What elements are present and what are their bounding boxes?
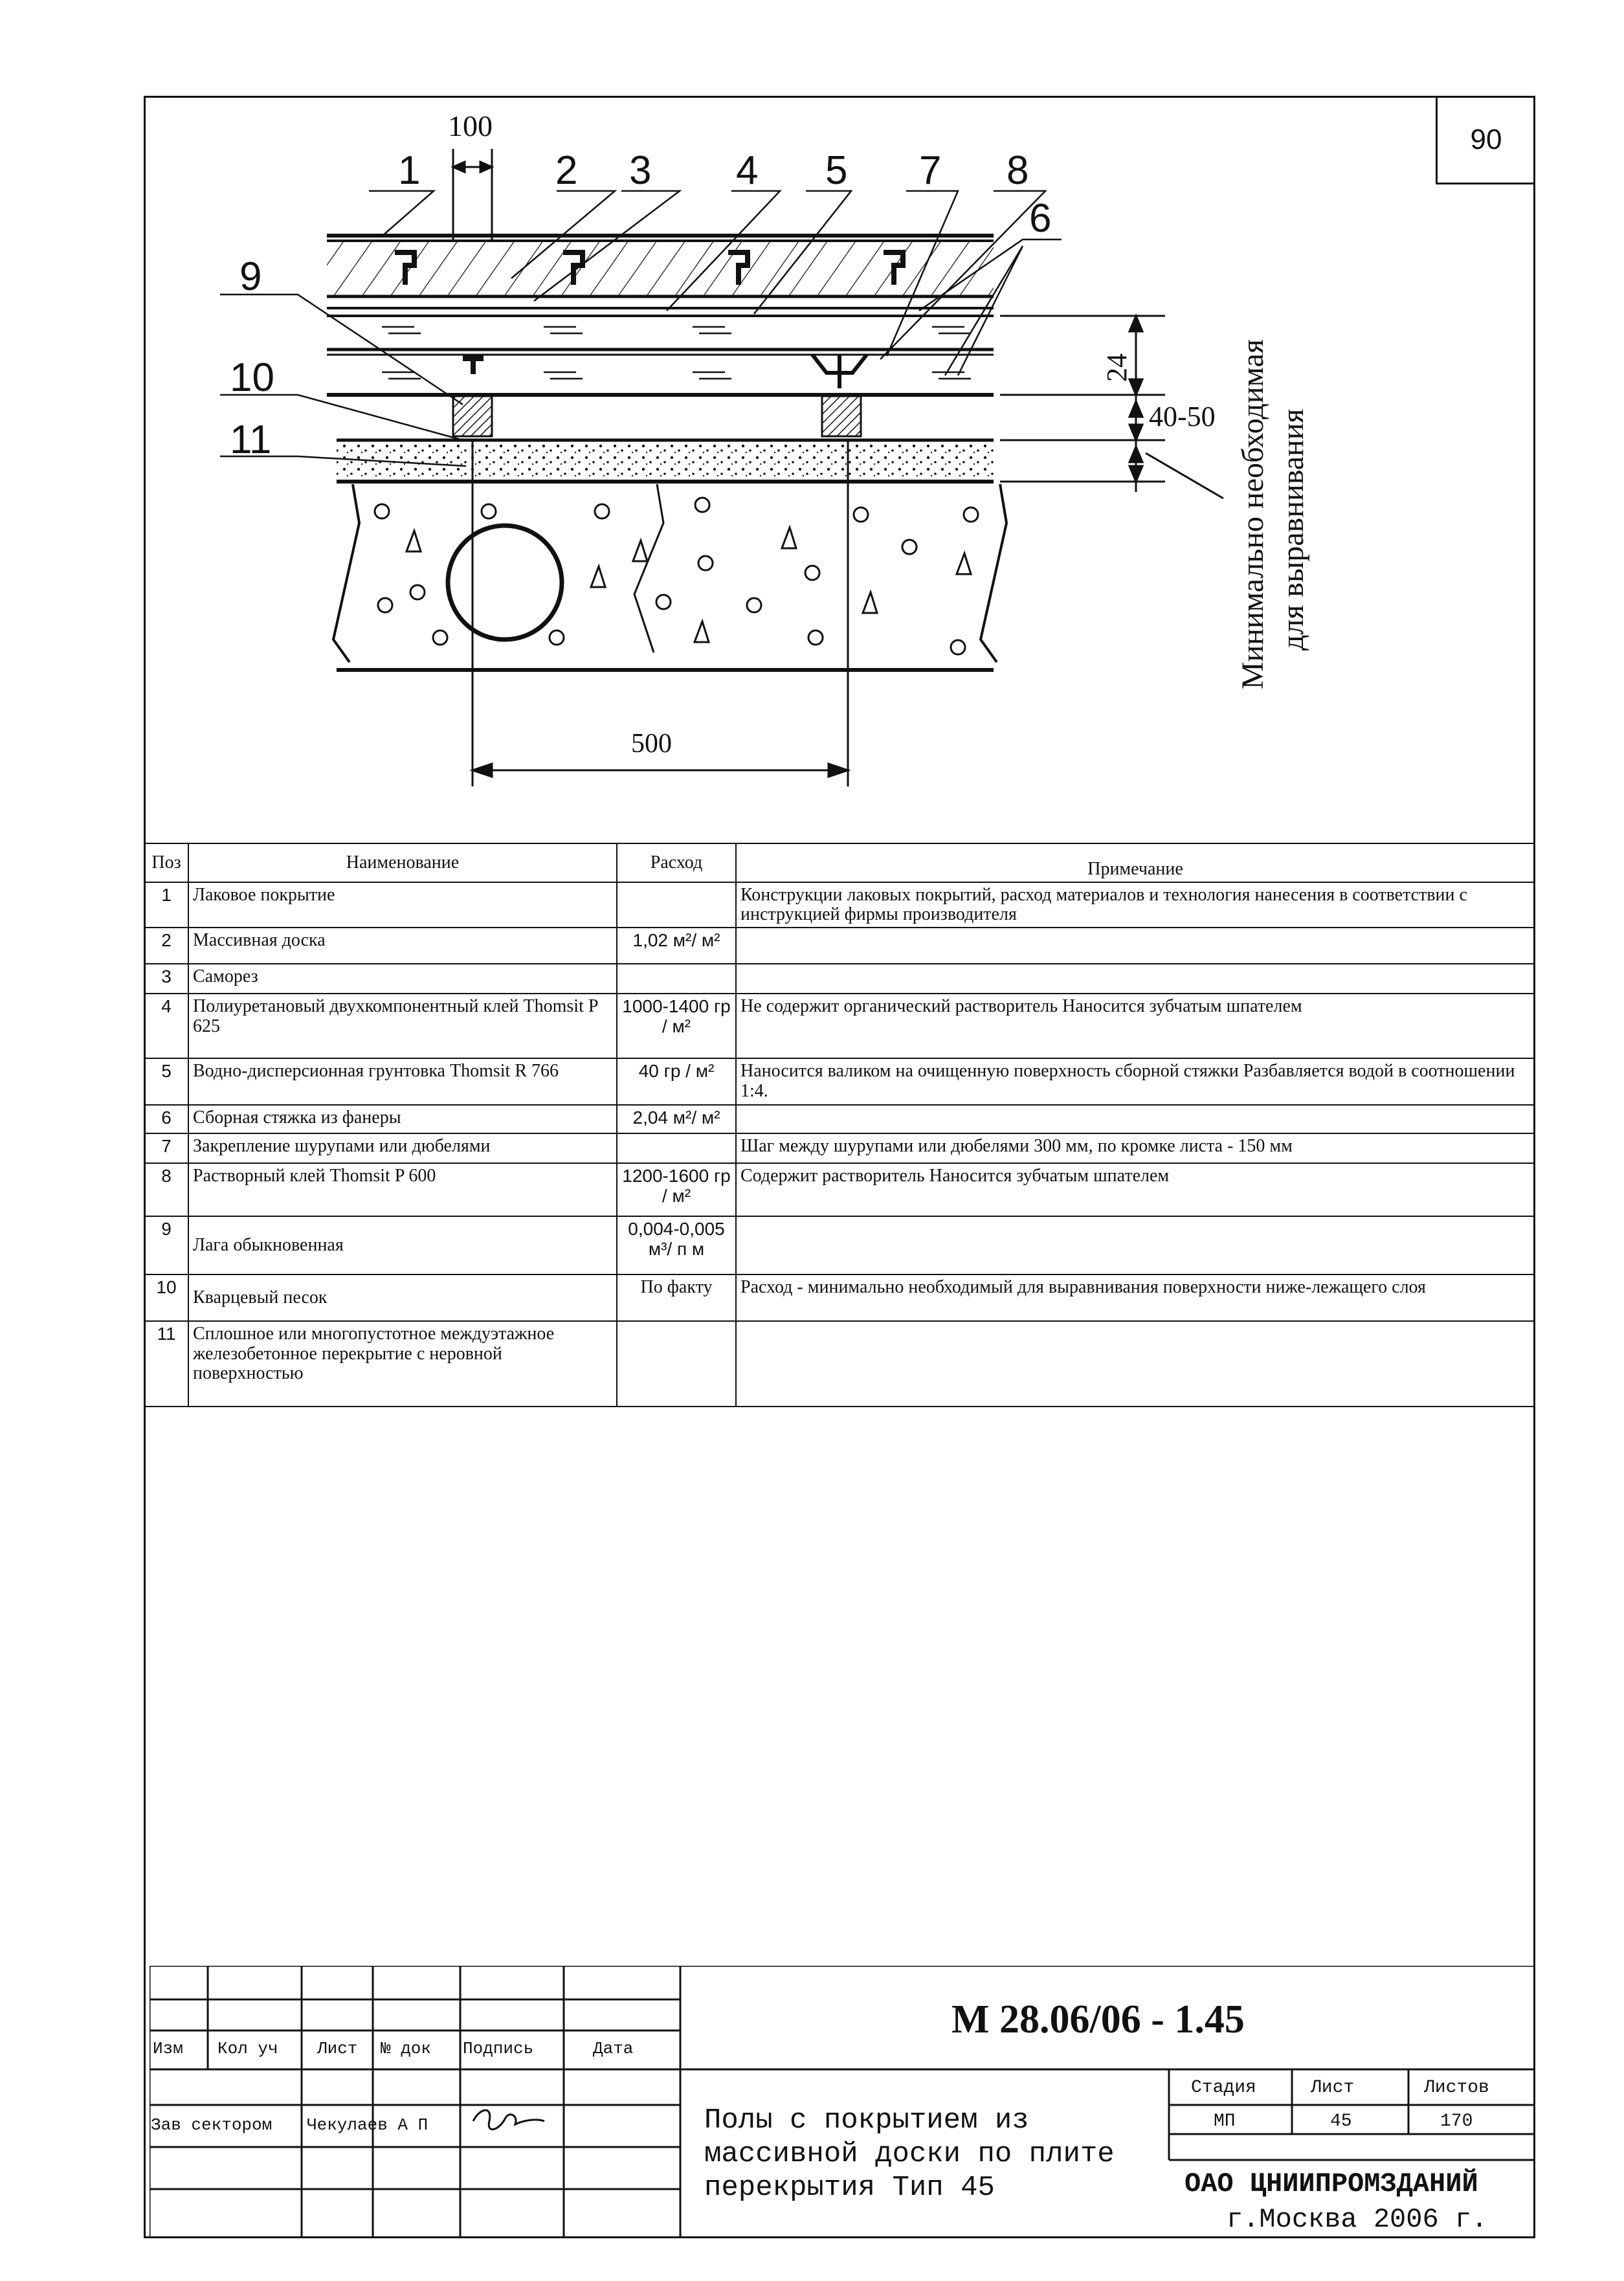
- row-rate: [617, 882, 736, 928]
- callout-6: 6: [1029, 196, 1052, 241]
- row-note: [736, 1216, 1535, 1274]
- callout-11: 11: [230, 417, 272, 462]
- row-pos: 1: [144, 882, 188, 928]
- signature: [473, 2110, 544, 2130]
- row-pos: 8: [144, 1163, 188, 1216]
- row-note: Содержит растворитель Наносится зубчатым шпателем: [736, 1163, 1535, 1216]
- row-pos: 7: [144, 1133, 188, 1163]
- row-name: Лаковое покрытие: [188, 882, 617, 928]
- table-row: [144, 882, 1535, 928]
- row-rate: 1000-1400 гр / м²: [617, 994, 736, 1058]
- row-name: Закрепление шурупами или дюбелями: [188, 1133, 617, 1163]
- header-rate: Расход: [617, 843, 736, 882]
- joist-fasteners: [463, 355, 867, 388]
- row-pos: 3: [144, 964, 188, 994]
- row-rate: [617, 1321, 736, 1407]
- row-name: Кварцевый песок: [188, 1274, 617, 1321]
- callout-5: 5: [825, 148, 848, 193]
- table-row: [144, 964, 1535, 994]
- row-name: Полиуретановый двухкомпонентный клей Thomsit P 625: [188, 994, 617, 1058]
- table-row: [144, 994, 1535, 1058]
- stamp-role: Зав сектором: [151, 2115, 273, 2135]
- row-rate: 1,02 м²/ м²: [617, 928, 736, 964]
- sheet-label: Лист: [1311, 2078, 1355, 2098]
- table-row: [144, 928, 1535, 964]
- table-row: [144, 1133, 1535, 1163]
- stamp-col-izm: Изм: [153, 2039, 183, 2058]
- row-pos: 6: [144, 1105, 188, 1133]
- table-header-row: [144, 843, 1535, 882]
- row-note: Расход - минимально необходимый для выравнивания поверхности ниже-лежащего слоя: [736, 1274, 1535, 1321]
- row-name: Сплошное или многопустотное междуэтажное железобетонное перекрытие с неровной поверхностью: [188, 1321, 617, 1407]
- row-rate: 1200-1600 гр / м²: [617, 1163, 736, 1216]
- table-row: [144, 1163, 1535, 1216]
- callout-9: 9: [239, 254, 262, 299]
- dim-100-label: 100: [448, 109, 493, 142]
- row-note: [736, 928, 1535, 964]
- row-name: Сборная стяжка из фанеры: [188, 1105, 617, 1133]
- dim-24-label: 24: [1101, 353, 1133, 382]
- document-code: М 28.06/06 - 1.45: [951, 1997, 1245, 2042]
- callout-2: 2: [555, 148, 578, 193]
- row-rate: [617, 1133, 736, 1163]
- row-name: Саморез: [188, 964, 617, 994]
- row-rate: По факту: [617, 1274, 736, 1321]
- row-note: Наносится валиком на очищенную поверхность сборной стяжки Разбавляется водой в соотношении 1:4.: [736, 1058, 1535, 1105]
- row-name: Лага обыкновенная: [188, 1216, 617, 1274]
- stage-value: МП: [1214, 2111, 1236, 2131]
- sheet-number: 90: [1436, 97, 1535, 184]
- row-note: [736, 1105, 1535, 1133]
- drawing-title: Полы с покрытием из массивной доски по плите перекрытия Тип 45: [704, 2104, 1115, 2204]
- table-row: [144, 1274, 1535, 1321]
- leveling-note-line2: для выравнивания: [1276, 408, 1310, 651]
- sheets-value: 170: [1440, 2111, 1473, 2131]
- row-pos: 10: [144, 1274, 188, 1321]
- dimension-100: [453, 149, 492, 239]
- header-name: Наименование: [188, 843, 617, 882]
- table-row: [144, 1105, 1535, 1133]
- row-name: Массивная доска: [188, 928, 617, 964]
- city-year: г.Москва 2006 г.: [1227, 2204, 1488, 2235]
- row-name: Водно-дисперсионная грунтовка Thomsit R 766: [188, 1058, 617, 1105]
- leader-lines: [220, 191, 1062, 466]
- sheet-value: 45: [1330, 2111, 1352, 2131]
- row-rate: 2,04 м²/ м²: [617, 1105, 736, 1133]
- row-pos: 4: [144, 994, 188, 1058]
- callout-10: 10: [230, 355, 274, 400]
- stamp-col-list: Лист: [317, 2039, 358, 2058]
- specification-table: [144, 843, 1535, 1407]
- callout-3: 3: [629, 148, 652, 193]
- row-pos: 11: [144, 1321, 188, 1407]
- stamp-col-kol-uch: Кол уч: [217, 2039, 278, 2058]
- stamp-col-sign: Подпись: [463, 2039, 534, 2058]
- dim-40-50-label: 40-50: [1149, 401, 1216, 432]
- callout-8: 8: [1007, 148, 1029, 193]
- row-rate: [617, 964, 736, 994]
- row-rate: 40 гр / м²: [617, 1058, 736, 1105]
- row-note: [736, 964, 1535, 994]
- row-note: Не содержит органический растворитель Наносится зубчатым шпателем: [736, 994, 1535, 1058]
- organization: ОАО ЦНИИПРОМЗДАНИЙ: [1185, 2168, 1478, 2199]
- layer-sand: [337, 440, 994, 482]
- table-row: [144, 1216, 1535, 1274]
- callout-1: 1: [398, 148, 421, 193]
- sheets-label: Листов: [1424, 2078, 1489, 2098]
- table-row: [144, 1321, 1535, 1407]
- stamp-col-doc: № док: [381, 2039, 432, 2058]
- layer-plywood: [327, 308, 994, 395]
- table-row: [144, 1058, 1535, 1105]
- row-name: Растворный клей Thomsit P 600: [188, 1163, 617, 1216]
- row-note: [736, 1321, 1535, 1407]
- concrete-slab: [333, 484, 1007, 670]
- row-note: Шаг между шурупами или дюбелями 300 мм, по кромке листа - 150 мм: [736, 1133, 1535, 1163]
- row-pos: 9: [144, 1216, 188, 1274]
- header-note: Примечание: [736, 843, 1535, 882]
- row-note: Конструкции лаковых покрытий, расход материалов и технология нанесения в соответствии с инструкцией фирмы производителя: [736, 882, 1535, 928]
- header-pos: Поз: [144, 843, 188, 882]
- joists: [453, 396, 861, 436]
- row-rate: 0,004-0,005 м³/ п м: [617, 1216, 736, 1274]
- callout-7: 7: [919, 148, 942, 193]
- leveling-note: [1233, 327, 1313, 689]
- stage-label: Стадия: [1191, 2078, 1256, 2098]
- leveling-note-line1: Минимально необходимая: [1236, 339, 1270, 689]
- row-pos: 5: [144, 1058, 188, 1105]
- callout-4: 4: [736, 148, 759, 193]
- stamp-person: Чекулаев А П: [307, 2115, 428, 2135]
- dim-500-label: 500: [631, 729, 672, 759]
- stamp-col-date: Дата: [593, 2039, 634, 2058]
- row-pos: 2: [144, 928, 188, 964]
